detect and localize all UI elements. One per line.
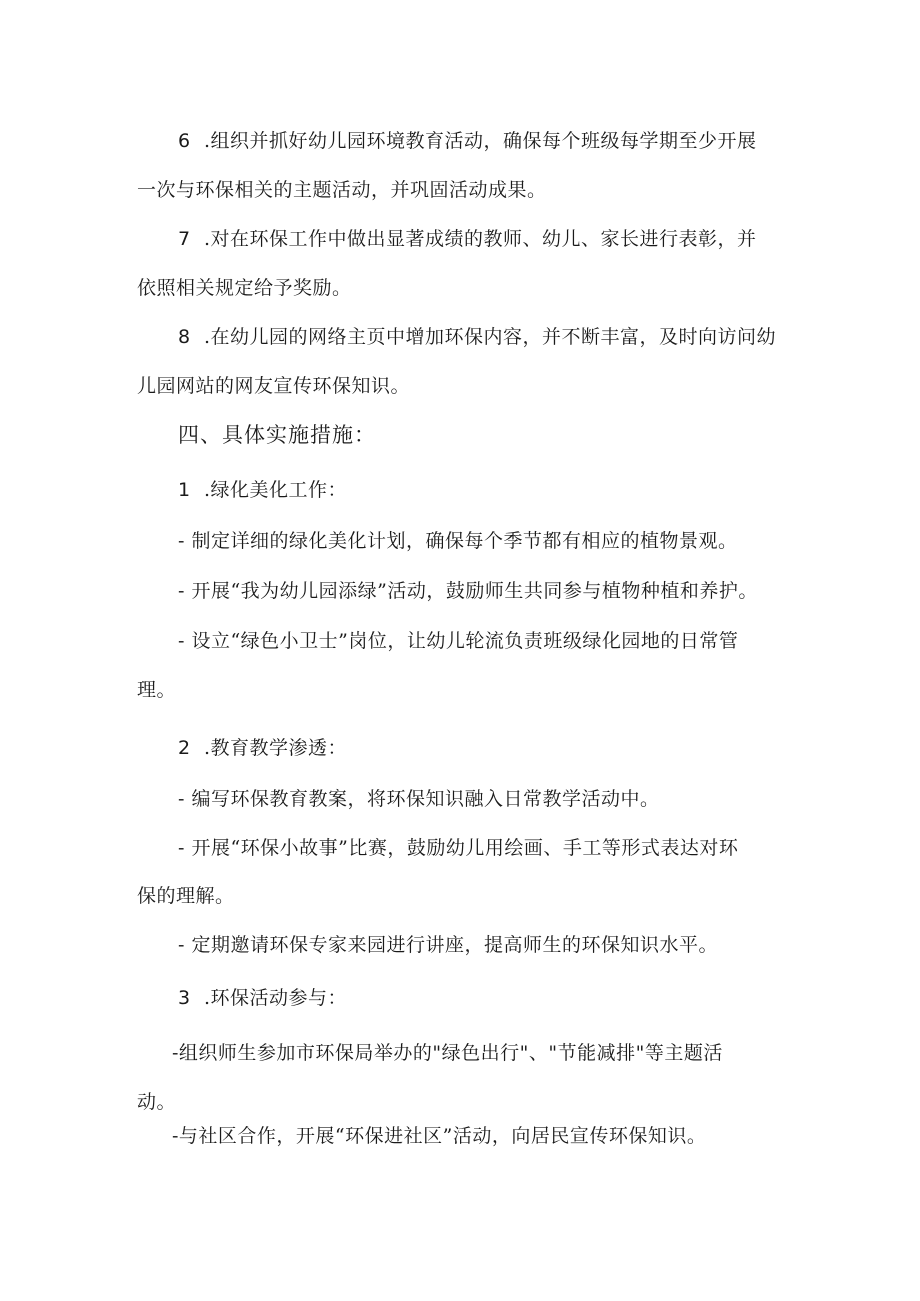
item-8-line-2: 儿园网站的网友宣传环保知识。 bbox=[137, 375, 411, 397]
item-number: 8 bbox=[178, 326, 191, 348]
item-8-line-1 bbox=[178, 324, 776, 350]
subsection-3-title bbox=[178, 985, 347, 1011]
subsection-1-title bbox=[178, 477, 347, 503]
item-6-line-2: 一次与环保相关的主题活动，并巩固活动成果。 bbox=[137, 179, 547, 201]
item-7-line-2: 依照相关规定给予奖励。 bbox=[137, 277, 352, 299]
bullet-item-continuation: 动。 bbox=[137, 1091, 177, 1113]
bullet-item: - 开展“我为幼儿园添绿”活动，鼓励师生共同参与植物种植和养护。 bbox=[178, 580, 758, 602]
subsection-title-text: .教育教学渗透： bbox=[204, 737, 348, 759]
subsection-number: 3 bbox=[178, 987, 191, 1009]
subsection-title-text: .绿化美化工作： bbox=[204, 479, 348, 501]
subsection-number: 1 bbox=[178, 479, 191, 501]
item-number: 7 bbox=[178, 228, 191, 250]
item-6-line-1 bbox=[178, 128, 757, 154]
item-7-line-1 bbox=[178, 226, 757, 252]
bullet-item-continuation: 理。 bbox=[137, 679, 177, 701]
bullet-item: - 编写环保教育教案，将环保知识融入日常教学活动中。 bbox=[178, 788, 660, 810]
subsection-number: 2 bbox=[178, 737, 191, 759]
subsection-2-title bbox=[178, 735, 347, 761]
section-heading: 四、具体实施措施： bbox=[178, 423, 376, 447]
item-number: 6 bbox=[178, 130, 191, 152]
bullet-item: - 定期邀请环保专家来园进行讲座，提高师生的环保知识水平。 bbox=[178, 934, 718, 956]
item-text: .组织并抓好幼儿园环境教育活动，确保每个班级每学期至少开展 bbox=[204, 130, 757, 152]
bullet-item: -与社区合作，开展“环保进社区”活动，向居民宣传环保知识。 bbox=[172, 1125, 707, 1147]
bullet-item: - 设立“绿色小卫士”岗位，让幼儿轮流负责班级绿化园地的日常管 bbox=[178, 630, 739, 652]
bullet-item: -组织师生参加市环保局举办的"绿色出行"、"节能减排"等主题活 bbox=[172, 1042, 723, 1064]
bullet-item: - 制定详细的绿化美化计划，确保每个季节都有相应的植物景观。 bbox=[178, 530, 738, 552]
bullet-item: - 开展“环保小故事”比赛，鼓励幼儿用绘画、手工等形式表达对环 bbox=[178, 837, 739, 859]
subsection-title-text: .环保活动参与： bbox=[204, 987, 348, 1009]
item-text: .对在环保工作中做出显著成绩的教师、幼儿、家长进行表彰，并 bbox=[204, 228, 757, 250]
bullet-item-continuation: 保的理解。 bbox=[137, 885, 235, 907]
item-text: .在幼儿园的网络主页中增加环保内容，并不断丰富，及时向访问幼 bbox=[204, 326, 777, 348]
